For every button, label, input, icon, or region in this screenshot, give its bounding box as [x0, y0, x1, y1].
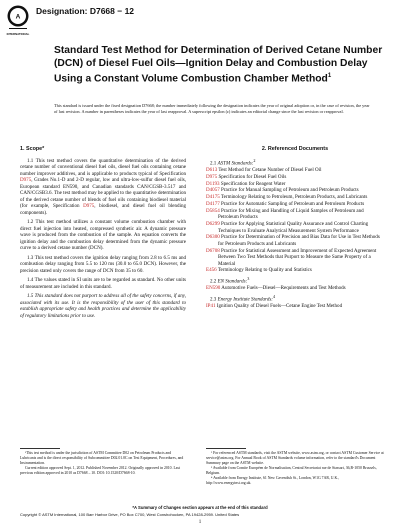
document-title: [54, 45, 384, 86]
references-heading: 2. Referenced Documents: [261, 146, 329, 152]
ref-item: D6708 Practice for Statistical Assessment and Improvement of Expected Agreement Between Two Test Methods that Purport to Measure the Same Property of a Material: [206, 247, 377, 267]
ref-code-link[interactable]: D1193: [206, 180, 220, 187]
ref-item: IP41 Ignition Quality of Diesel Fuels—Cetane Engine Test Method: [206, 303, 343, 310]
footnote-1-edition: Current edition approved Sept. 1, 2012. Published November 2012. Originally approved in 2010. Last previous edition approved in 2010 as D7668 – 10. DOI: 10.1520/D7668-10.: [20, 465, 181, 475]
ei-standards-subheading: 2.3 Energy Institute Standards:$^4$: [210, 293, 276, 303]
ref-code-link[interactable]: D4175: [206, 194, 220, 201]
left-column: [20, 146, 186, 322]
ref-item: D975 Specification for Diesel Fuel Oils: [206, 173, 287, 180]
ref-code-link[interactable]: D6299: [206, 221, 220, 228]
copyright-notice: Copyright © ASTM International, 100 Barr Harbor Drive, PO Box C700, West Conshohocken, PA 19428-2959. United States: [20, 512, 240, 517]
ref-item: D4177 Practice for Automatic Sampling of Petroleum and Petroleum Products: [206, 200, 365, 207]
ref-code-link[interactable]: EN590: [206, 285, 221, 292]
footnotes-left: [20, 451, 186, 476]
designation: Designation: D7668 − 12: [36, 6, 135, 16]
scope-para-1-2: 1.2 This test method utilizes a constant volume combustion chamber with direct fuel injection into heated, compressed synthetic air. A dynamic pressure wave is produced from the combustion of the sample. An equation converts the ignition delay and the combustion delay determined from the dynamic pressure curve to a derived cetane number (DCN).: [20, 219, 186, 251]
ref-code-link[interactable]: D5854: [206, 207, 220, 214]
ref-code-link[interactable]: D613: [206, 166, 218, 173]
page-number: 1: [198, 520, 202, 525]
references-list: [206, 158, 384, 310]
d975-link-2[interactable]: D975: [83, 203, 95, 209]
footnote-rule-right: [206, 448, 246, 449]
right-column: [206, 146, 384, 310]
intro-notice: This standard is issued under the fixed designation D7668; the number immediately following the designation indicates the year of original adoption or, in the case of revision, the year of last revision. A number in parentheses indicates the year of last reapproval. A superscript epsilon (ε) indicates an editorial change since the last revision or reapproval.: [54, 103, 370, 114]
scope-para-1-1: 1.1 This test method covers the quantitative determination of the derived cetane number of conventional diesel fuel oils, diesel fuel oils containing cetane number improver additives, and is applicable to products typical of Specification D975, Grades No.1-D and 2-D regular, low and ultra-low-sulfur diesel fuel oils, European standard EN590, and Canadian standards CAN/CGSB-3.517 and CAN/CGSB3.6. The test method may be applied to the quantitative determination of the derived cetane number of blends of fuel oils containing biodiesel material (for example, Specification D975, biodiesel, and diesel fuel oil blending components).: [20, 157, 186, 216]
summary-of-changes-note: *A Summary of Changes section appears at the end of this standard: [132, 505, 268, 510]
d975-link[interactable]: D975: [20, 177, 32, 183]
ref-item: D4175 Terminology Relating to Petroleum, Petroleum Products, and Lubricants: [206, 194, 368, 201]
ref-item: D613 Test Method for Cetane Number of Diesel Fuel Oil: [206, 166, 322, 173]
title-footnote-mark: 1: [327, 73, 332, 80]
ref-code-link[interactable]: D4177: [206, 200, 220, 207]
footnote-4: ⁴ Available from Energy Institute, 61 New Cavendish St., London, W1G 7AR, U.K., http://www.energyinst.org.uk.: [206, 475, 340, 485]
scope-para-1-5: 1.5 This standard does not purport to address all of the safety concerns, if any, associated with its use. It is the responsibility of the user of this standard to establish appropriate safety and health practices and determine the applicability of regulatory limitations prior to use.: [20, 293, 186, 319]
astm-logo: [6, 4, 30, 38]
ref-item: E456 Terminology Relating to Quality and Statistics: [206, 267, 312, 274]
en-standards-subheading: 2.2 EN Standards:$^3$: [210, 275, 250, 285]
astm-standards-subheading: 2.1 ASTM Standards:$^2$: [210, 157, 256, 167]
ref-code-link[interactable]: E456: [206, 267, 217, 274]
ref-code-link[interactable]: D6300: [206, 234, 220, 241]
ref-item: D5854 Practice for Mixing and Handling of Liquid Samples of Petroleum and Petroleum Products: [206, 207, 364, 221]
footnote-1: ¹This test method is under the jurisdiction of ASTM Committee D02 on Petroleum Products and Lubricants and is the direct responsibility of Subcommittee D02.01.0C on Test Equipment, Procedures, and Instrumentation.: [20, 451, 184, 465]
logo-label: INTERNATIONAL: [6, 32, 30, 36]
ref-code-link[interactable]: D975: [206, 173, 218, 180]
ref-item: D6299 Practice for Applying Statistical Quality Assurance and Control Charting Techniques to Evaluate Analytical Measurement System Performance: [206, 221, 369, 234]
footnote-rule-left: [20, 448, 60, 449]
ref-code-link[interactable]: IP41: [206, 303, 216, 310]
ref-item: EN590 Automotive Fuels—Diesel—Requirements and Test Methods: [206, 285, 346, 292]
ref-code-link[interactable]: D4057: [206, 187, 220, 194]
footnotes-right: [206, 451, 384, 486]
footnote-3: ³ Available from Comite Européen de Normalisation, Central Secretariat rue de Stassart, 36,B-1050 Brussels, Belgium.: [206, 465, 377, 475]
ref-item: D1193 Specification for Reagent Water: [206, 180, 286, 187]
scope-para-1-3: 1.3 This test method covers the ignition delay ranging from 2.8 to 6.5 ms and combustion delay ranging from 5.5 to 120 ms (30.0 to 65.0 DCN). However, the precision stated only covers the range of DCN from 35 to 60.: [20, 254, 186, 274]
ref-item: D4057 Practice for Manual Sampling of Petroleum and Petroleum Products: [206, 187, 359, 194]
svg-text:A: A: [15, 13, 21, 21]
title-text: Standard Test Method for Determination of Derived Cetane Number (DCN) of Diesel Fuel Oils—Ignition Delay and Combustion Delay Using a Constant Volume Combustion Chamber Method: [54, 45, 383, 85]
scope-heading: 1. Scope*: [20, 146, 45, 152]
scope-para-1-4: 1.4 The values stated in SI units are to be regarded as standard. No other units of measurement are included in this standard.: [20, 277, 186, 290]
footnote-2: ² For referenced ASTM standards, visit the ASTM website, www.astm.org, or contact ASTM Customer Service at service@astm.org. For Annual Book of ASTM Standards volume information, refer to the standard's Document Summary page on the ASTM website.: [206, 451, 384, 465]
ref-code-link[interactable]: D6708: [206, 247, 220, 254]
ref-item: D6300 Practice for Determination of Precision and Bias Data for Use in Test Methods for Petroleum Products and Lubricants: [206, 234, 380, 247]
